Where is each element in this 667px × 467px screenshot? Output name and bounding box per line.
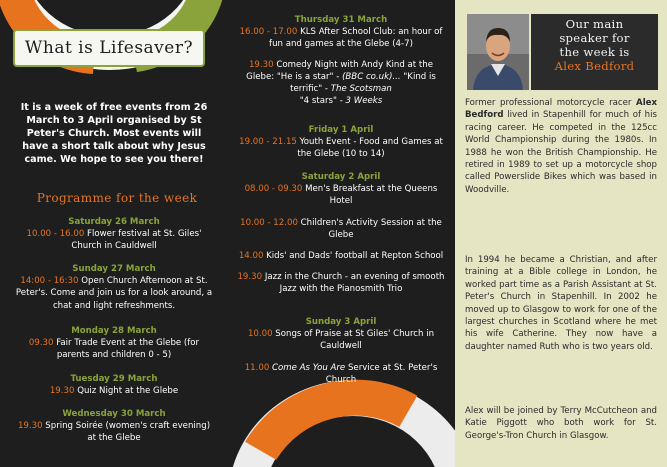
event-text: Fair Trade Event at the Glebe (for parents and children 0 - 5) [56,338,200,361]
intro-text: It is a week of free events from 26 March to 3 April organised by St Peter's Church. Most events will have a short talk about why Jesus came. We hope to see you there! [20,102,208,165]
event-time: 09.30 [28,338,54,349]
day-heading: Sunday 27 March [72,264,156,274]
event-time: 16.00 - 17.00 [239,27,298,38]
event-item [236,217,446,241]
event-item [236,59,446,108]
day-heading: Saturday 2 April [301,172,381,182]
event-text: Open Church Afternoon at St. Peter's. Come and join us for a look around, a chat and light refreshments. [15,276,213,311]
event-item [14,385,214,397]
review-quote: "4 stars" - [299,96,343,107]
event-time: 10.00 [247,329,273,340]
event-time: 19.30 [237,272,263,283]
event-text: Comedy Night with Andy Kind at the Glebe: "He is a star" - [246,59,434,82]
day-heading: Friday 1 April [308,125,374,135]
day-wednesday-30 [14,408,214,445]
event-item [14,275,214,312]
event-time: 14:00 - 16:30 [20,276,79,287]
event-item [14,228,214,252]
day-heading: Wednesday 30 March [62,409,166,419]
day-saturday-26 [14,216,214,253]
bio-text: lived in Stapenhill for much of his racing career. He competed in the 125cc World Championship during the 1980s. In 1988 he won the British Championship. He retired in 1989 to set up a motorcycle shop called Powerslide Bikes which was based in Woodville. [465,110,657,195]
speaker-heading-line: speaker for [559,31,630,45]
speaker-heading [531,14,658,90]
event-text: KLS After School Club: an hour of fun and games at the Glebe (4-7) [269,27,443,50]
review-source: The Scotsman [330,84,392,95]
review-quote: "Kind is terrific" - [290,71,436,95]
speaker-portrait-icon [467,14,529,90]
event-time: 10.00 - 12.00 [240,217,298,228]
event-time: 19.00 - 21.15 [239,137,297,148]
event-text: Kids' and Dads' football at Repton School [266,251,444,262]
day-monday-28 [14,325,214,362]
day-heading: Saturday 26 March [68,217,160,227]
review-source: 3 Weeks [345,96,383,107]
day-friday-1 [236,124,446,161]
speaker-photo [467,14,529,90]
event-item [14,337,214,361]
event-text: Service at St. Peter's Church [325,362,438,385]
day-sunday-3 [236,316,446,386]
event-item [236,183,446,207]
event-text: Youth Event - Food and Games at the Glebe (10 to 14) [297,137,443,160]
speaker-bio-paragraph: In 1994 he became a Christian, and after training at a Bible college in London, he worked part time as a Parish Assistant at St. Peter's Church in Stapenhill. In 2002 he moved up to Glasgow to work for one of the largest churches in Scotland where he met his wife Catherine. They now have a daughter named Ruth who is two years old. [465,255,657,352]
event-item [236,362,446,386]
day-saturday-2 [236,171,446,296]
event-text: Flower festival at St. Giles' Church in Cauldwell [71,229,202,252]
bio-name: Alex Bedford [465,98,658,121]
speaker-heading-line: the week is [559,45,630,59]
event-text: Spring Soirée (women's craft evening) at the Glebe [45,421,211,444]
event-text: Men's Breakfast at the Queens Hotel [305,184,438,207]
event-time: 10.00 - 16.00 [26,229,85,240]
day-heading: Monday 28 March [71,326,157,336]
event-text: Songs of Praise at St Giles' Church in Cauldwell [275,329,435,352]
speaker-heading-line: Our main [565,17,624,31]
event-time: 14.00 [238,251,264,262]
event-title-italic: Come As You Are [272,362,346,373]
event-text: Quiz Night at the Glebe [77,386,179,397]
event-time: 08.00 - 09.30 [244,184,303,195]
speaker-bio-paragraph: Alex will be joined by Terry McCutcheon and Katie Piggott who both work for St. George's-Tron Church in Glasgow. [465,406,657,441]
event-item [236,136,446,160]
day-thursday-31 [236,14,446,107]
event-time: 11.00 [244,362,270,373]
event-item [236,271,446,295]
event-text: Children's Activity Session at the Glebe [300,217,442,240]
bio-text: Former professional motorcycle racer [465,98,632,108]
speaker-bio-paragraph [465,97,657,196]
page-title: What is Lifesaver? [13,29,205,67]
event-item [236,250,446,262]
event-time: 19.30 [49,386,75,397]
day-tuesday-29 [14,373,214,397]
event-item [236,26,446,50]
day-heading: Tuesday 29 March [70,374,158,384]
day-sunday-27 [14,263,214,312]
day-heading: Thursday 31 March [294,15,388,25]
review-source: (BBC co.uk)... [342,71,401,82]
event-time: 19.30 [248,59,274,70]
speaker-name: Alex Bedford [554,59,635,73]
event-text: Jazz in the Church - an evening of smooth Jazz with the Pianosmith Trio [264,272,445,295]
event-time: 19.30 [17,421,43,432]
event-item [14,420,214,444]
speaker-panel [455,0,667,467]
event-item [236,328,446,352]
programme-heading: Programme for the week [36,191,198,205]
day-heading: Sunday 3 April [305,317,377,327]
